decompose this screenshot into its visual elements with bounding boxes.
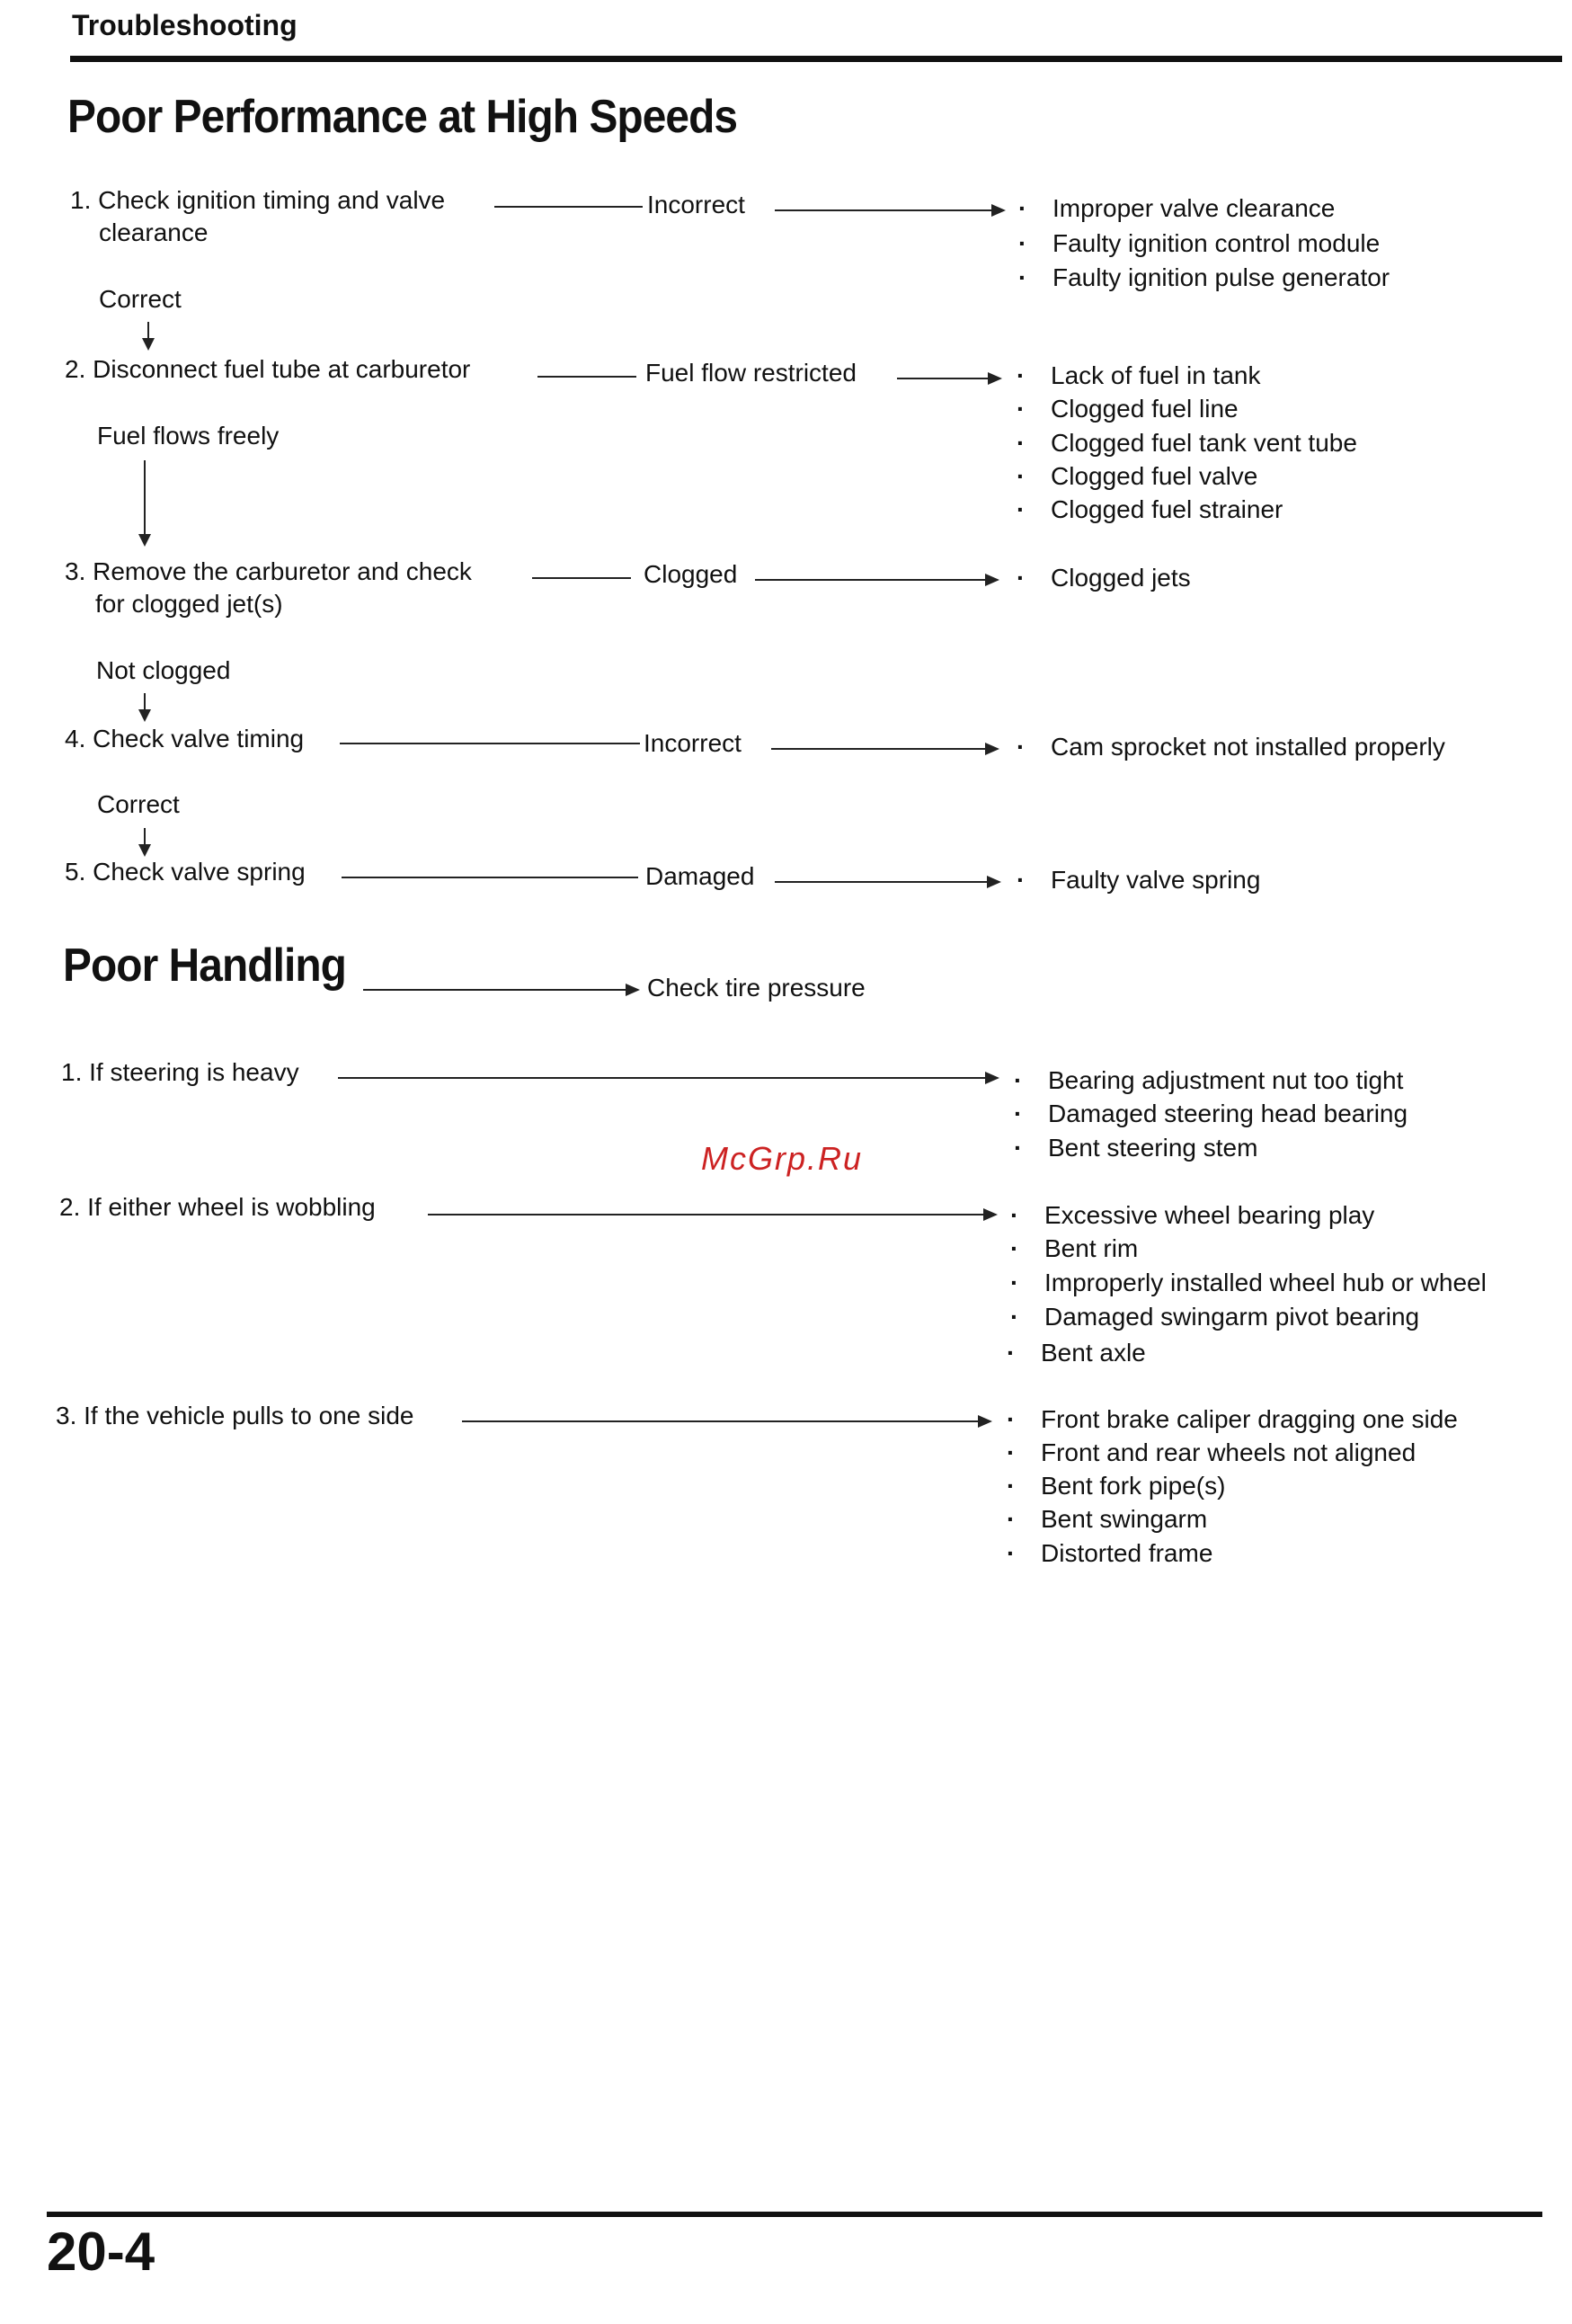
step-1-cause: · Faulty ignition pulse generator <box>1018 263 1390 292</box>
step-2-text: 2. Disconnect fuel tube at carburetor <box>65 355 471 383</box>
handling-item-3-cause: · Distorted frame <box>1007 1539 1212 1568</box>
handling-title-note: Check tire pressure <box>647 974 866 1002</box>
handling-item-1-cause: · Bearing adjustment nut too tight <box>1014 1066 1403 1095</box>
handling-item-3-cause: · Front and rear wheels not aligned <box>1007 1438 1416 1467</box>
handling-item-3-cause: · Bent fork pipe(s) <box>1007 1472 1225 1500</box>
handling-item-2-cause: · Bent rim <box>1010 1234 1138 1263</box>
page-number: 20-4 <box>47 2222 155 2282</box>
handling-item-1-cause: · Damaged steering head bearing <box>1014 1100 1408 1128</box>
step-4-text: 4. Check valve timing <box>65 725 305 752</box>
section-title-high-speeds: Poor Performance at High Speeds <box>67 91 738 143</box>
handling-item-2-arrow <box>428 1214 996 1215</box>
step-3-text: 3. Remove the carburetor and check <box>65 557 472 585</box>
handling-item-3-cause: · Bent swingarm <box>1007 1505 1207 1534</box>
step-2-next-label: Fuel flows freely <box>97 422 280 450</box>
step-3-cause: · Clogged jets <box>1017 564 1191 592</box>
handling-item-1-arrow <box>338 1077 998 1079</box>
handling-item-2-text: 2. If either wheel is wobbling <box>59 1193 376 1221</box>
handling-item-2-cause: · Damaged swingarm pivot bearing <box>1010 1303 1419 1331</box>
step-1-down-arrow <box>147 322 149 347</box>
handling-title-arrow <box>363 989 638 991</box>
step-5-result: Damaged <box>645 862 755 890</box>
handling-item-1-text: 1. If steering is heavy <box>61 1058 299 1086</box>
step-2-cause: · Clogged fuel line <box>1017 395 1239 423</box>
step-3-down-arrow <box>144 693 146 718</box>
step-2-cause: · Clogged fuel tank vent tube <box>1017 429 1357 458</box>
header-rule <box>70 56 1562 62</box>
step-3-result: Clogged <box>644 560 738 588</box>
step-1-result: Incorrect <box>647 191 745 218</box>
step-4-line <box>340 743 640 744</box>
watermark: McGrp.Ru <box>701 1140 864 1177</box>
step-2-arrow <box>897 378 1000 379</box>
step-3-next-label: Not clogged <box>96 656 231 684</box>
step-3-arrow <box>755 579 998 581</box>
step-4-result: Incorrect <box>644 729 742 757</box>
step-4-down-arrow <box>144 828 146 853</box>
step-2-cause: · Clogged fuel strainer <box>1017 495 1283 524</box>
step-1-text-cont: clearance <box>99 218 209 246</box>
footer-rule <box>47 2212 1542 2217</box>
handling-item-2-cause: · Excessive wheel bearing play <box>1010 1201 1374 1230</box>
handling-item-3-cause: · Front brake caliper dragging one side <box>1007 1405 1458 1434</box>
step-4-arrow <box>771 748 998 750</box>
step-5-arrow <box>775 881 999 883</box>
step-2-cause: · Lack of fuel in tank <box>1017 361 1260 390</box>
handling-item-3-arrow <box>462 1420 990 1422</box>
step-3-text-cont: for clogged jet(s) <box>95 590 283 618</box>
section-header: Troubleshooting <box>72 9 298 41</box>
step-3-line <box>532 577 631 579</box>
step-2-cause: · Clogged fuel valve <box>1017 462 1257 491</box>
step-1-cause: · Faulty ignition control module <box>1018 229 1380 258</box>
step-5-cause: · Faulty valve spring <box>1017 866 1260 895</box>
section-title-poor-handling: Poor Handling <box>63 939 346 992</box>
step-2-line <box>537 376 636 378</box>
step-2-result: Fuel flow restricted <box>645 359 857 387</box>
handling-item-1-cause: · Bent steering stem <box>1014 1134 1257 1162</box>
step-4-next-label: Correct <box>97 790 180 818</box>
step-1-cause: · Improper valve clearance <box>1018 194 1335 223</box>
handling-item-2-cause: · Bent axle <box>1007 1339 1146 1367</box>
step-4-cause: · Cam sprocket not installed properly <box>1017 733 1445 761</box>
step-1-arrow <box>775 209 1004 211</box>
handling-item-3-text: 3. If the vehicle pulls to one side <box>56 1402 414 1429</box>
step-1-line <box>494 206 643 208</box>
step-2-down-arrow <box>144 460 146 543</box>
step-5-line <box>342 877 638 878</box>
step-1-next-label: Correct <box>99 285 182 313</box>
step-5-text: 5. Check valve spring <box>65 858 306 886</box>
handling-item-2-cause: · Improperly installed wheel hub or wheel <box>1010 1269 1487 1297</box>
step-1-text: 1. Check ignition timing and valve <box>70 186 446 214</box>
